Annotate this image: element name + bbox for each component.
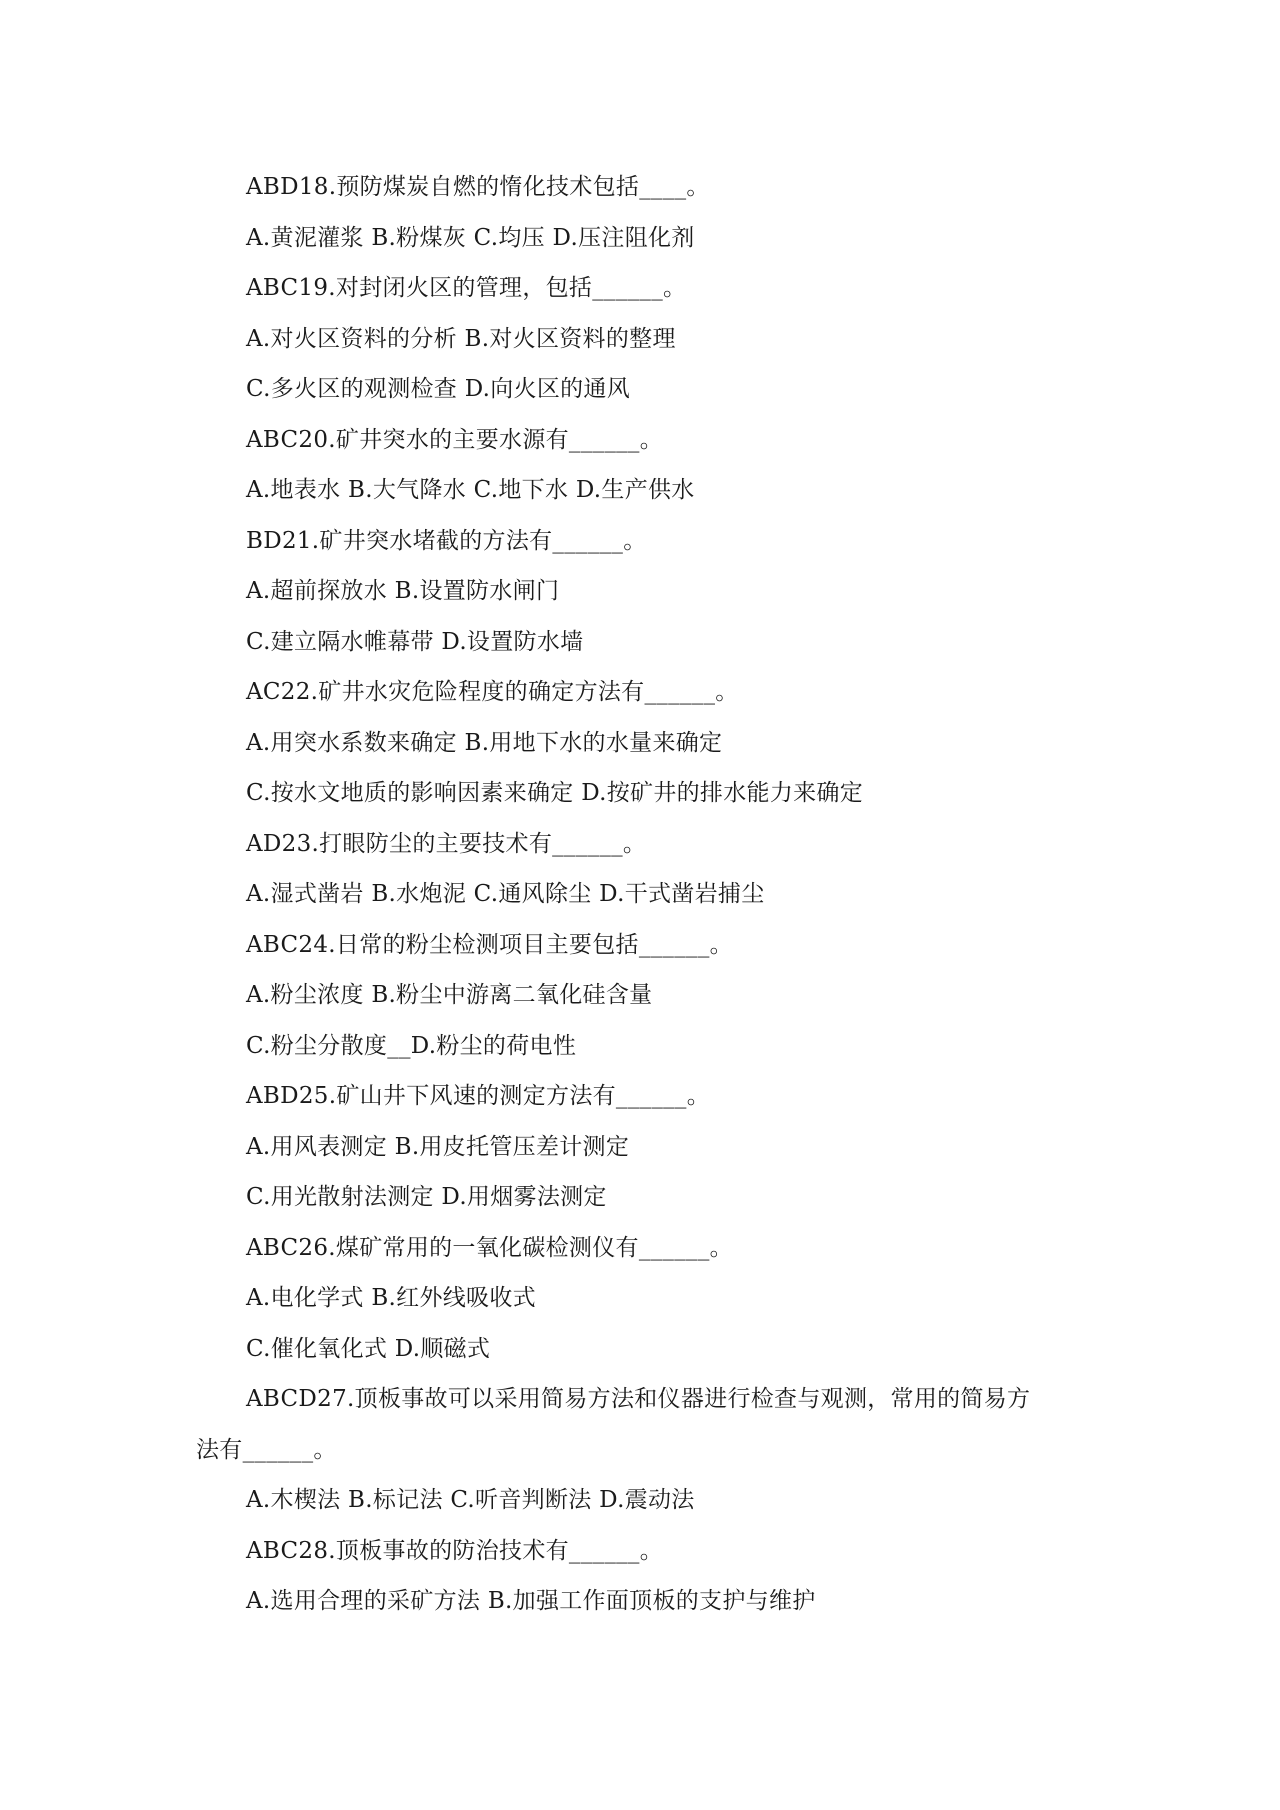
question-27: ABCD27.顶板事故可以采用简易方法和仪器进行检查与观测，常用的简易方 — [246, 1386, 1031, 1412]
options-27: A.木楔法 B.标记法 C.听音判断法 D.震动法 — [246, 1487, 695, 1513]
options-20: A.地表水 B.大气降水 C.地下水 D.生产供水 — [246, 477, 695, 503]
question-list — [196, 162, 1096, 1627]
options-25-ab: A.用风表测定 B.用皮托管压差计测定 — [246, 1133, 630, 1160]
options-19-ab: A.对火区资料的分析 B.对火区资料的整理 — [246, 325, 676, 352]
options-28-ab: A.选用合理的采矿方法 B.加强工作面顶板的支护与维护 — [246, 1588, 816, 1614]
question-22: AC22.矿井水灾危险程度的确定方法有______。 — [246, 679, 739, 705]
options-25-cd: C.用光散射法测定 D.用烟雾法测定 — [246, 1184, 607, 1210]
question-20: ABC20.矿井突水的主要水源有______。 — [246, 426, 664, 453]
options-22-cd: C.按水文地质的影响因素来确定 D.按矿井的排水能力来确定 — [246, 780, 864, 806]
question-27-continued: 法有______。 — [196, 1436, 337, 1463]
question-18: ABD18.预防煤炭自燃的惰化技术包括____。 — [246, 174, 710, 200]
options-24-ab: A.粉尘浓度 B.粉尘中游离二氧化硅含量 — [246, 982, 653, 1008]
question-28: ABC28.顶板事故的防治技术有______。 — [246, 1537, 664, 1564]
options-21-cd: C.建立隔水帷幕带 D.设置防水墙 — [246, 628, 584, 655]
options-24-cd: C.粉尘分散度__D.粉尘的荷电性 — [246, 1032, 577, 1059]
question-23: AD23.打眼防尘的主要技术有______。 — [246, 830, 647, 857]
question-24: ABC24.日常的粉尘检测项目主要包括______。 — [246, 931, 733, 958]
question-25: ABD25.矿山井下风速的测定方法有______。 — [246, 1083, 711, 1109]
options-26-cd: C.催化氧化式 D.顺磁式 — [246, 1335, 491, 1362]
options-22-ab: A.用突水系数来确定 B.用地下水的水量来确定 — [246, 729, 723, 756]
options-19-cd: C.多火区的观测检查 D.向火区的通风 — [246, 376, 631, 402]
options-21-ab: A.超前探放水 B.设置防水闸门 — [246, 578, 560, 604]
question-19: ABC19.对封闭火区的管理，包括______。 — [246, 275, 687, 301]
options-26-ab: A.电化学式 B.红外线吸收式 — [246, 1285, 536, 1311]
options-23: A.湿式凿岩 B.水炮泥 C.通风除尘 D.干式凿岩捕尘 — [246, 881, 765, 907]
question-26: ABC26.煤矿常用的一氧化碳检测仪有______。 — [246, 1234, 733, 1261]
question-21: BD21.矿井突水堵截的方法有______。 — [246, 527, 647, 554]
options-18: A.黄泥灌浆 B.粉煤灰 C.均压 D.压注阻化剂 — [246, 224, 695, 251]
